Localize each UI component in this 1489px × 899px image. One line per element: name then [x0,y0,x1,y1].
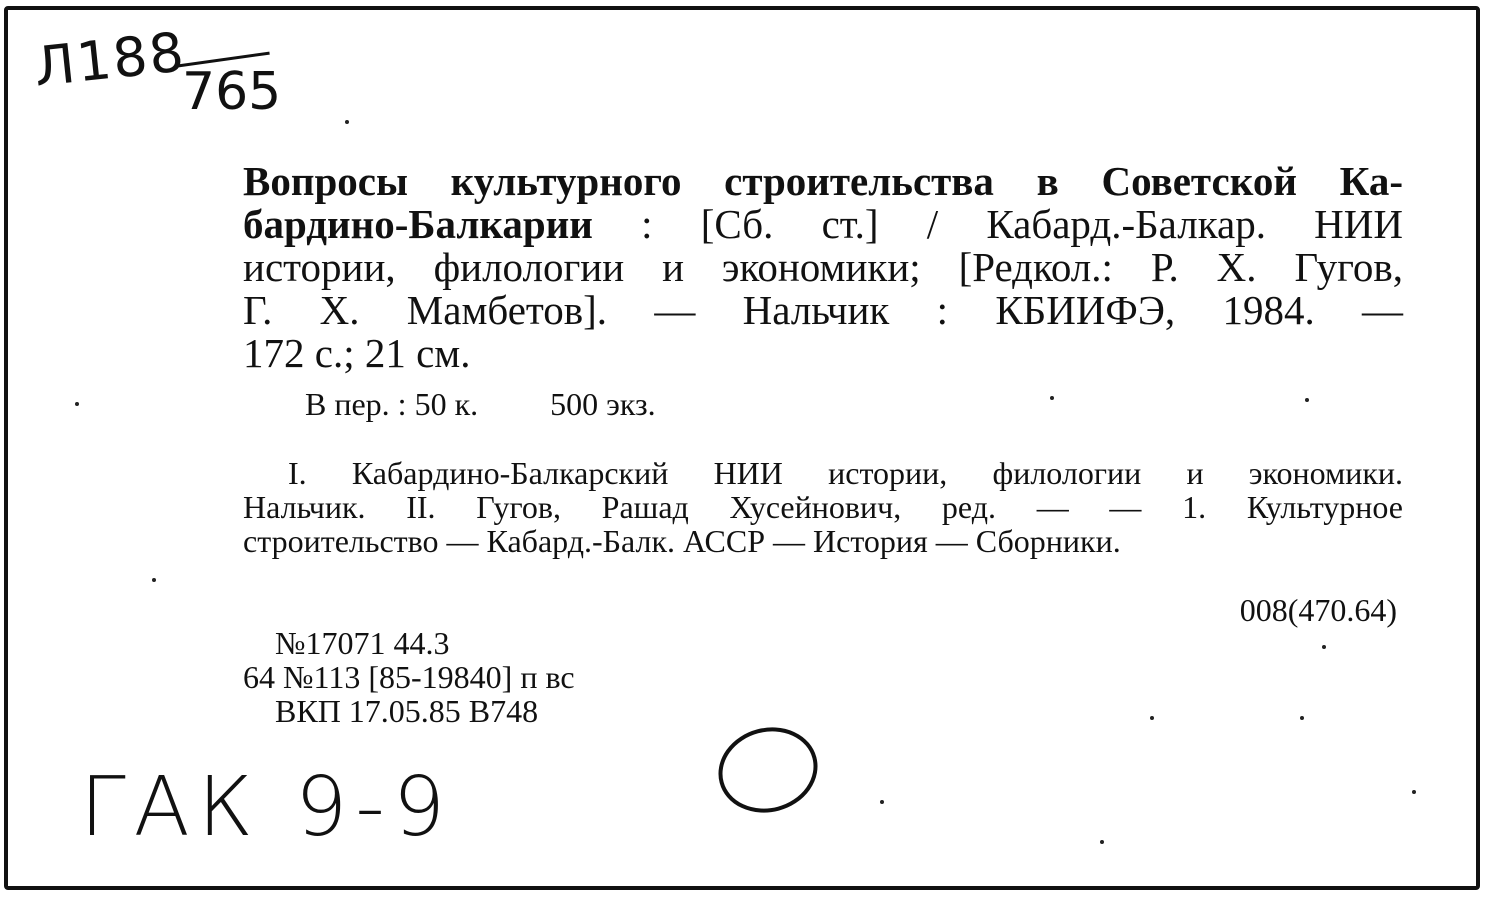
subject-tracings [243,456,1403,558]
speck [1150,716,1154,720]
speck [1305,398,1309,402]
number-line: 64 №113 [85-19840] п вс [243,659,575,695]
speck [345,120,349,124]
title-line: Вопросы культурного строительства в Советской Ка- [243,158,1403,204]
speck [75,402,79,406]
title-line: 172 с.; 21 см. [243,330,471,376]
number-line: ВКП 17.05.85 В748 [243,693,539,729]
copies-count: 500 экз. [550,386,656,422]
price-line [305,386,656,423]
handwritten-fraction: 765 [182,62,282,122]
udc-index: 008(470.64) [1239,592,1397,628]
handwritten-shelf-code: Л188 [31,20,189,99]
number-line: №17071 44.3 [243,625,450,661]
handwritten-archive-mark: ГАК 9-9 [80,760,454,855]
speck [1050,396,1054,400]
binding-price: В пер. : 50 к. [305,386,479,422]
speck [1300,716,1304,720]
title-line: бардино-Балкарии : [Сб. ст.] / Кабард.-Балкар. НИИ [243,201,1403,247]
speck [152,578,156,582]
speck [1412,790,1416,794]
speck [880,800,884,804]
speck [1100,840,1104,844]
tracing-line: I. Кабардино-Балкарский НИИ истории, филологии и экономики. [288,455,1403,491]
bibliographic-title [243,160,1403,375]
tracing-line: Нальчик. II. Гугов, Рашад Хусейнович, ред. — — 1. Культурное [243,489,1403,525]
title-line: истории, филологии и экономики; [Редкол.: Р. Х. Гугов, [243,244,1403,290]
circle-stamp-icon [700,720,840,830]
registration-numbers [243,626,575,728]
speck [1322,645,1326,649]
tracing-line: строительство — Кабард.-Балк. АССР — История — Сборники. [243,523,1121,559]
title-line: Г. Х. Мамбетов]. — Нальчик : КБИИФЭ, 1984. — [243,287,1403,333]
